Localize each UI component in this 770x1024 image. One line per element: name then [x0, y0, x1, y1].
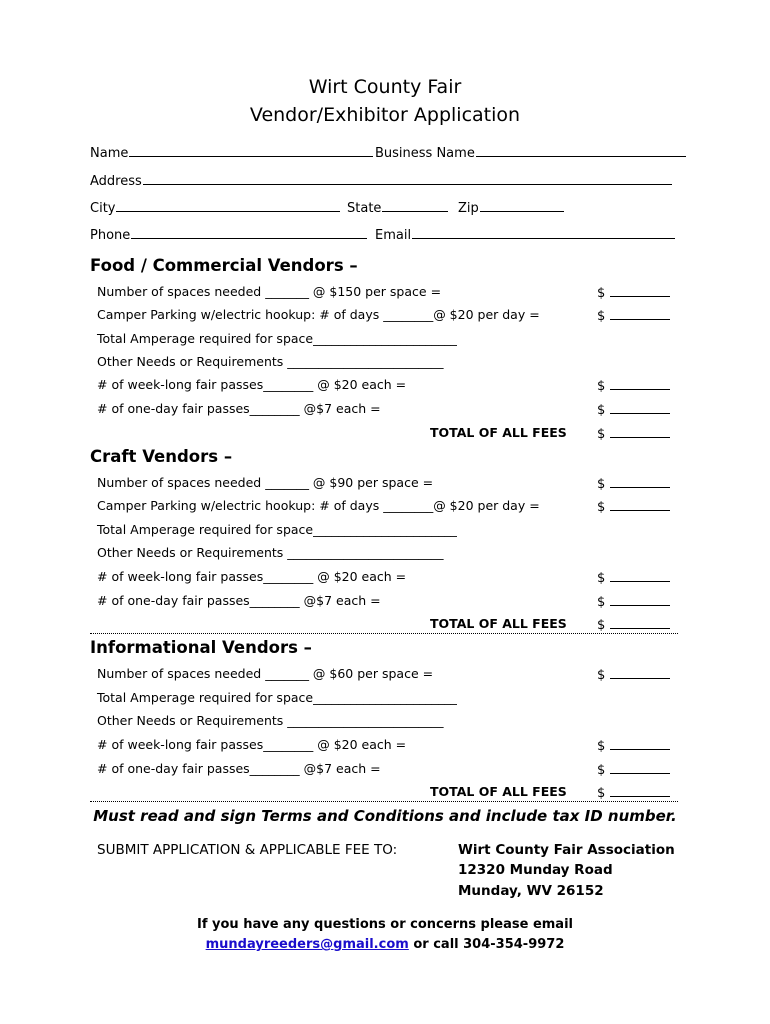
craft-other-row[interactable]: Other Needs or Requirements _________________________ — [97, 545, 444, 560]
state-label: State — [347, 201, 382, 216]
name-label: Name — [90, 146, 129, 161]
info-day-passes-amount[interactable]: $ — [597, 761, 670, 779]
phone-line[interactable] — [131, 226, 367, 239]
food-week-passes-amount[interactable]: $ — [597, 377, 670, 395]
state-field[interactable] — [347, 199, 448, 217]
food-week-passes-row[interactable]: # of week-long fair passes________ @ $20 each = — [97, 377, 407, 392]
craft-week-passes-amount[interactable]: $ — [597, 569, 670, 587]
craft-camper-row[interactable]: Camper Parking w/electric hookup: # of days ________@ $20 per day = — [97, 498, 540, 513]
info-spaces-amount[interactable]: $ — [597, 666, 670, 684]
craft-total-amount[interactable]: $ — [597, 616, 670, 634]
zip-label: Zip — [458, 201, 479, 216]
info-amperage-row[interactable]: Total Amperage required for space_______________________ — [97, 690, 457, 705]
food-spaces-row[interactable]: Number of spaces needed _______ @ $150 per space = — [97, 284, 442, 299]
food-total-label: TOTAL OF ALL FEES — [430, 425, 567, 440]
city-field[interactable] — [90, 199, 340, 217]
address-field[interactable] — [90, 172, 672, 190]
food-total-amount[interactable]: $ — [597, 425, 670, 443]
email-line[interactable] — [412, 226, 675, 239]
info-total-label: TOTAL OF ALL FEES — [430, 784, 567, 799]
info-day-passes-row[interactable]: # of one-day fair passes________ @$7 each = — [97, 761, 381, 776]
phone-label: Phone — [90, 228, 131, 243]
info-spaces-row[interactable]: Number of spaces needed _______ @ $60 per space = — [97, 666, 434, 681]
info-other-row[interactable]: Other Needs or Requirements _________________________ — [97, 713, 444, 728]
craft-total-label: TOTAL OF ALL FEES — [430, 616, 567, 631]
phone-field[interactable] — [90, 226, 367, 244]
food-amperage-row[interactable]: Total Amperage required for space_______________________ — [97, 331, 457, 346]
contact-email-link[interactable]: mundayreeders@gmail.com — [205, 937, 409, 952]
name-line[interactable] — [129, 144, 373, 157]
craft-section-header: Craft Vendors – — [90, 447, 233, 466]
craft-spaces-amount[interactable]: $ — [597, 475, 670, 493]
food-day-passes-amount[interactable]: $ — [597, 401, 670, 419]
zip-line[interactable] — [480, 199, 564, 212]
craft-camper-amount[interactable]: $ — [597, 498, 670, 516]
terms-notice: Must read and sign Terms and Conditions and include tax ID number. — [93, 807, 677, 825]
city-line[interactable] — [116, 199, 340, 212]
craft-spaces-row[interactable]: Number of spaces needed _______ @ $90 per space = — [97, 475, 434, 490]
info-section-header: Informational Vendors – — [90, 638, 312, 657]
food-other-row[interactable]: Other Needs or Requirements _________________________ — [97, 354, 444, 369]
form-subtitle: Vendor/Exhibitor Application — [249, 104, 521, 126]
state-line[interactable] — [382, 199, 448, 212]
food-camper-row[interactable]: Camper Parking w/electric hookup: # of days ________@ $20 per day = — [97, 307, 540, 322]
contact-line-2 — [0, 936, 770, 954]
food-spaces-amount[interactable]: $ — [597, 284, 670, 302]
submit-label: SUBMIT APPLICATION & APPLICABLE FEE TO: — [97, 842, 398, 858]
business-name-label: Business Name — [375, 146, 475, 161]
zip-field[interactable] — [458, 199, 564, 217]
email-label: Email — [375, 228, 412, 243]
craft-week-passes-row[interactable]: # of week-long fair passes________ @ $20 each = — [97, 569, 407, 584]
info-separator — [90, 801, 678, 802]
contact-line: If you have any questions or concerns please email — [196, 917, 573, 932]
submit-city-state-zip: Munday, WV 26152 — [458, 883, 604, 899]
business-name-line[interactable] — [476, 144, 686, 157]
info-total-amount[interactable]: $ — [597, 784, 670, 802]
submit-org: Wirt County Fair Association — [458, 842, 675, 858]
info-week-passes-row[interactable]: # of week-long fair passes________ @ $20 each = — [97, 737, 407, 752]
food-camper-amount[interactable]: $ — [597, 307, 670, 325]
food-day-passes-row[interactable]: # of one-day fair passes________ @$7 each = — [97, 401, 381, 416]
business-name-field[interactable] — [375, 144, 686, 162]
address-label: Address — [90, 174, 142, 189]
address-line[interactable] — [143, 172, 672, 185]
contact-phone: or call 304-354-9972 — [413, 937, 565, 952]
name-field[interactable] — [90, 144, 373, 162]
submit-street: 12320 Munday Road — [458, 862, 613, 878]
food-section-header: Food / Commercial Vendors – — [90, 256, 358, 275]
craft-amperage-row[interactable]: Total Amperage required for space_______________________ — [97, 522, 457, 537]
email-field[interactable] — [375, 226, 675, 244]
info-week-passes-amount[interactable]: $ — [597, 737, 670, 755]
craft-day-passes-amount[interactable]: $ — [597, 593, 670, 611]
craft-day-passes-row[interactable]: # of one-day fair passes________ @$7 each = — [97, 593, 381, 608]
craft-separator — [90, 633, 678, 634]
form-title: Wirt County Fair — [308, 76, 462, 98]
city-label: City — [90, 201, 116, 216]
